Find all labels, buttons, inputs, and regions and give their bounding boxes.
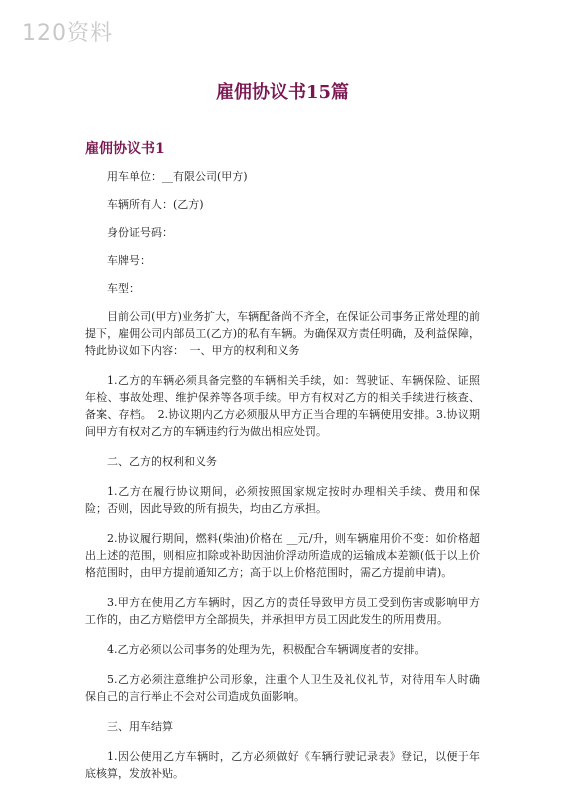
paragraph-b-5: 5.乙方必须注意维护公司形象，注重个人卫生及礼仪礼节，对待用车人时确保自己的言行举止不会对公司造成负面影响。 [85,673,480,703]
paragraph-intro: 目前公司(甲方)业务扩大，车辆配备尚不齐全，在保证公司事务正常处理的前提下，雇佣公司内部员工(乙方)的私有车辆。为确保双方责任明确，及利益保障，特此协议如下内容： 一、甲方的权利和义务 [85,310,480,357]
field-vehicle-model: 车型： [107,282,140,295]
section-heading: 雇佣协议书1 [85,141,165,157]
watermark-logo: 120资料 [22,21,113,46]
paragraph-b-4: 4.乙方必须以公司事务的处理为先，积极配合车辆调度者的安排。 [107,643,426,656]
paragraph-b-2: 2.协议履行期间，燃料(柴油)价格在 __元/升，则车辆雇用价不变：如价格超出上述的范围，则相应扣除或补助因油价浮动所造成的运输成本差额(低于以上价格范围时，由甲方提前通知乙方；高于以上价格范围时，需乙方提前申请)。 [85,532,480,579]
heading-settlement: 三、用车结算 [107,720,173,733]
document-body [85,168,480,795]
paragraph-settlement-1: 1.因公使用乙方车辆时，乙方必须做好《车辆行驶记录表》登记，以便于年底核算，发放补贴。 [85,750,480,780]
field-vehicle-owner: 车辆所有人：(乙方) [107,198,204,211]
field-plate-number: 车牌号： [107,254,151,267]
field-employer: 用车单位：__有限公司(甲方) [107,170,248,183]
paragraph-party-a-terms: 1.乙方的车辆必须具备完整的车辆相关手续，如：驾驶证、车辆保险、证照年检、事故处理、维护保养等各项手续。甲方有权对乙方的相关手续进行核查、备案、存档。 2.协议期内乙方必须服从甲方正当合理的车辆使用安排。3.协议期间甲方有权对乙方的车辆违约行为做出相应处罚。 [85,374,480,438]
field-id-number: 身份证号码： [107,226,173,239]
heading-party-b-rights: 二、乙方的权利和义务 [107,455,217,468]
paragraph-b-3: 3.甲方在使用乙方车辆时，因乙方的责任导致甲方员工受到伤害或影响甲方工作的，由乙方赔偿甲方全部损失，并承担甲方员工因此发生的所用费用。 [85,596,480,626]
document-title: 雇佣协议书15篇 [215,82,350,103]
paragraph-b-1: 1.乙方在履行协议期间，必须按照国家规定按时办理相关手续、费用和保险；否则，因此导致的所有损失，均由乙方承担。 [85,485,480,515]
